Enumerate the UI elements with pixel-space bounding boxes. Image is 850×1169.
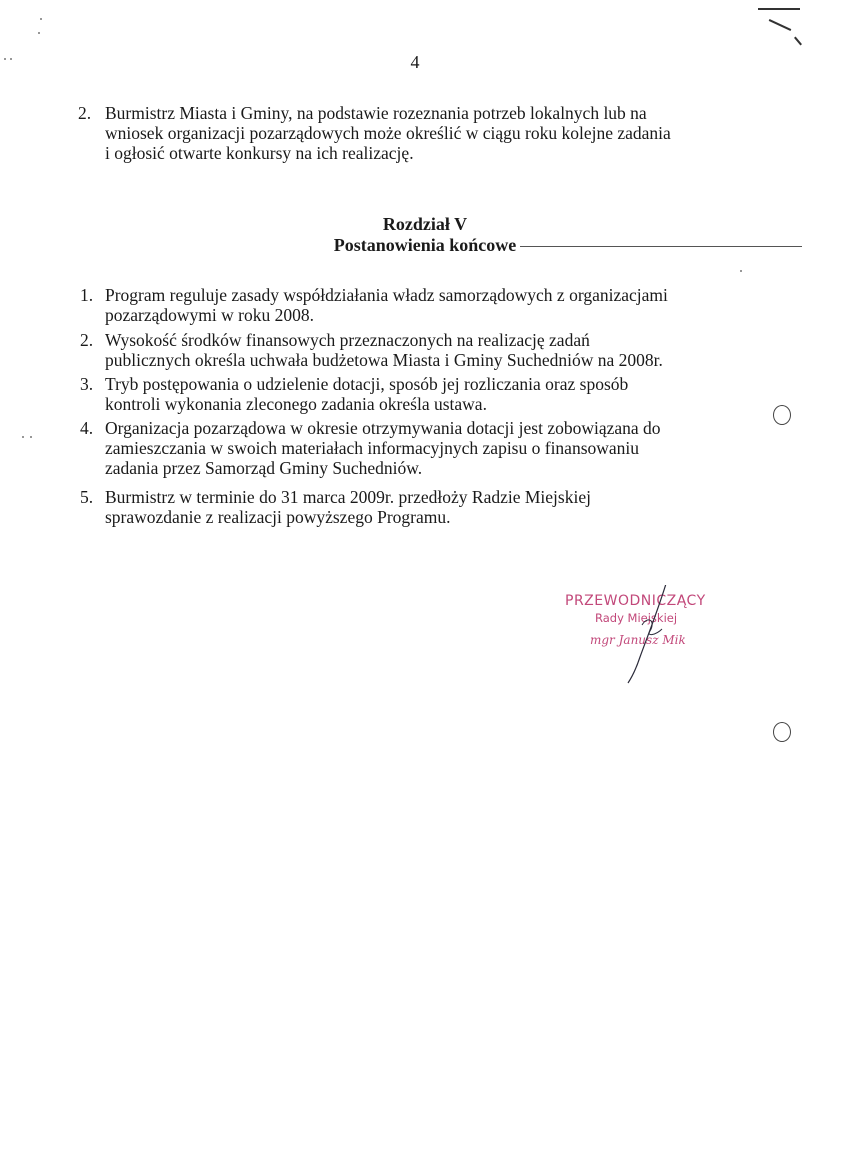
punch-hole — [773, 405, 791, 425]
item-line: zamieszczania w swoich materiałach informacyjnych zapisu o finansowaniu — [105, 438, 640, 458]
item-line: publicznych określa uchwała budżetowa Miasta i Gminy Suchedniów na 2008r. — [105, 350, 663, 370]
stamp-title: PRZEWODNICZĄCY — [565, 593, 706, 609]
item-line: pozarządowymi w roku 2008. — [105, 305, 314, 325]
item-line: sprawozdanie z realizacji powyższego Programu. — [105, 507, 451, 527]
scan-mark — [758, 8, 800, 10]
scan-speck — [22, 436, 24, 438]
scan-speck — [10, 58, 12, 60]
item-line: Burmistrz w terminie do 31 marca 2009r. przedłoży Radzie Miejskiej — [105, 487, 591, 507]
chapter-subtitle: Postanowienia końcowe — [333, 235, 517, 255]
list-item — [80, 418, 661, 478]
item-line: Organizacja pozarządowa w okresie otrzymywania dotacji jest zobowiązana do — [105, 418, 661, 438]
list-item — [80, 374, 628, 414]
signature-mark — [560, 585, 720, 685]
item-line: i ogłosić otwarte konkursy na ich realizację. — [105, 143, 414, 163]
item-line: zadania przez Samorząd Gminy Suchedniów. — [105, 458, 423, 478]
scan-speck — [4, 58, 6, 60]
chapter-title: Rozdział V — [382, 214, 468, 234]
official-stamp — [560, 585, 720, 685]
scan-speck — [30, 436, 32, 438]
scan-mark — [794, 37, 802, 46]
heading-rule — [520, 246, 802, 247]
list-item — [80, 285, 668, 325]
punch-hole — [773, 722, 791, 742]
stamp-name: mgr Janusz Mik — [590, 633, 686, 647]
item-number: 1. — [80, 285, 94, 305]
item-line: kontroli wykonania zleconego zadania określa ustawa. — [105, 394, 487, 414]
stamp-body: Rady Miejskiej — [595, 611, 678, 625]
item-line: Program reguluje zasady współdziałania władz samorządowych z organizacjami — [105, 285, 668, 305]
page-number: 4 — [410, 52, 420, 72]
item-number: 5. — [80, 487, 94, 507]
item-line: wniosek organizacji pozarządowych może określić w ciągu roku kolejne zadania — [105, 123, 671, 143]
item-number: 4. — [80, 418, 94, 438]
item-number: 2. — [80, 330, 94, 350]
item-number: 2. — [78, 103, 92, 123]
scan-speck — [38, 32, 40, 34]
scan-speck — [40, 18, 42, 20]
item-line: Burmistrz Miasta i Gminy, na podstawie rozeznania potrzeb lokalnych lub na — [105, 103, 647, 123]
list-item — [80, 330, 663, 370]
item-line: Tryb postępowania o udzielenie dotacji, sposób jej rozliczania oraz sposób — [105, 374, 629, 394]
scan-mark — [769, 19, 792, 31]
list-item — [80, 487, 591, 527]
item-line: Wysokość środków finansowych przeznaczonych na realizację zadań — [105, 330, 590, 350]
intro-list-item — [78, 103, 671, 163]
scan-speck — [740, 270, 742, 272]
item-number: 3. — [80, 374, 94, 394]
